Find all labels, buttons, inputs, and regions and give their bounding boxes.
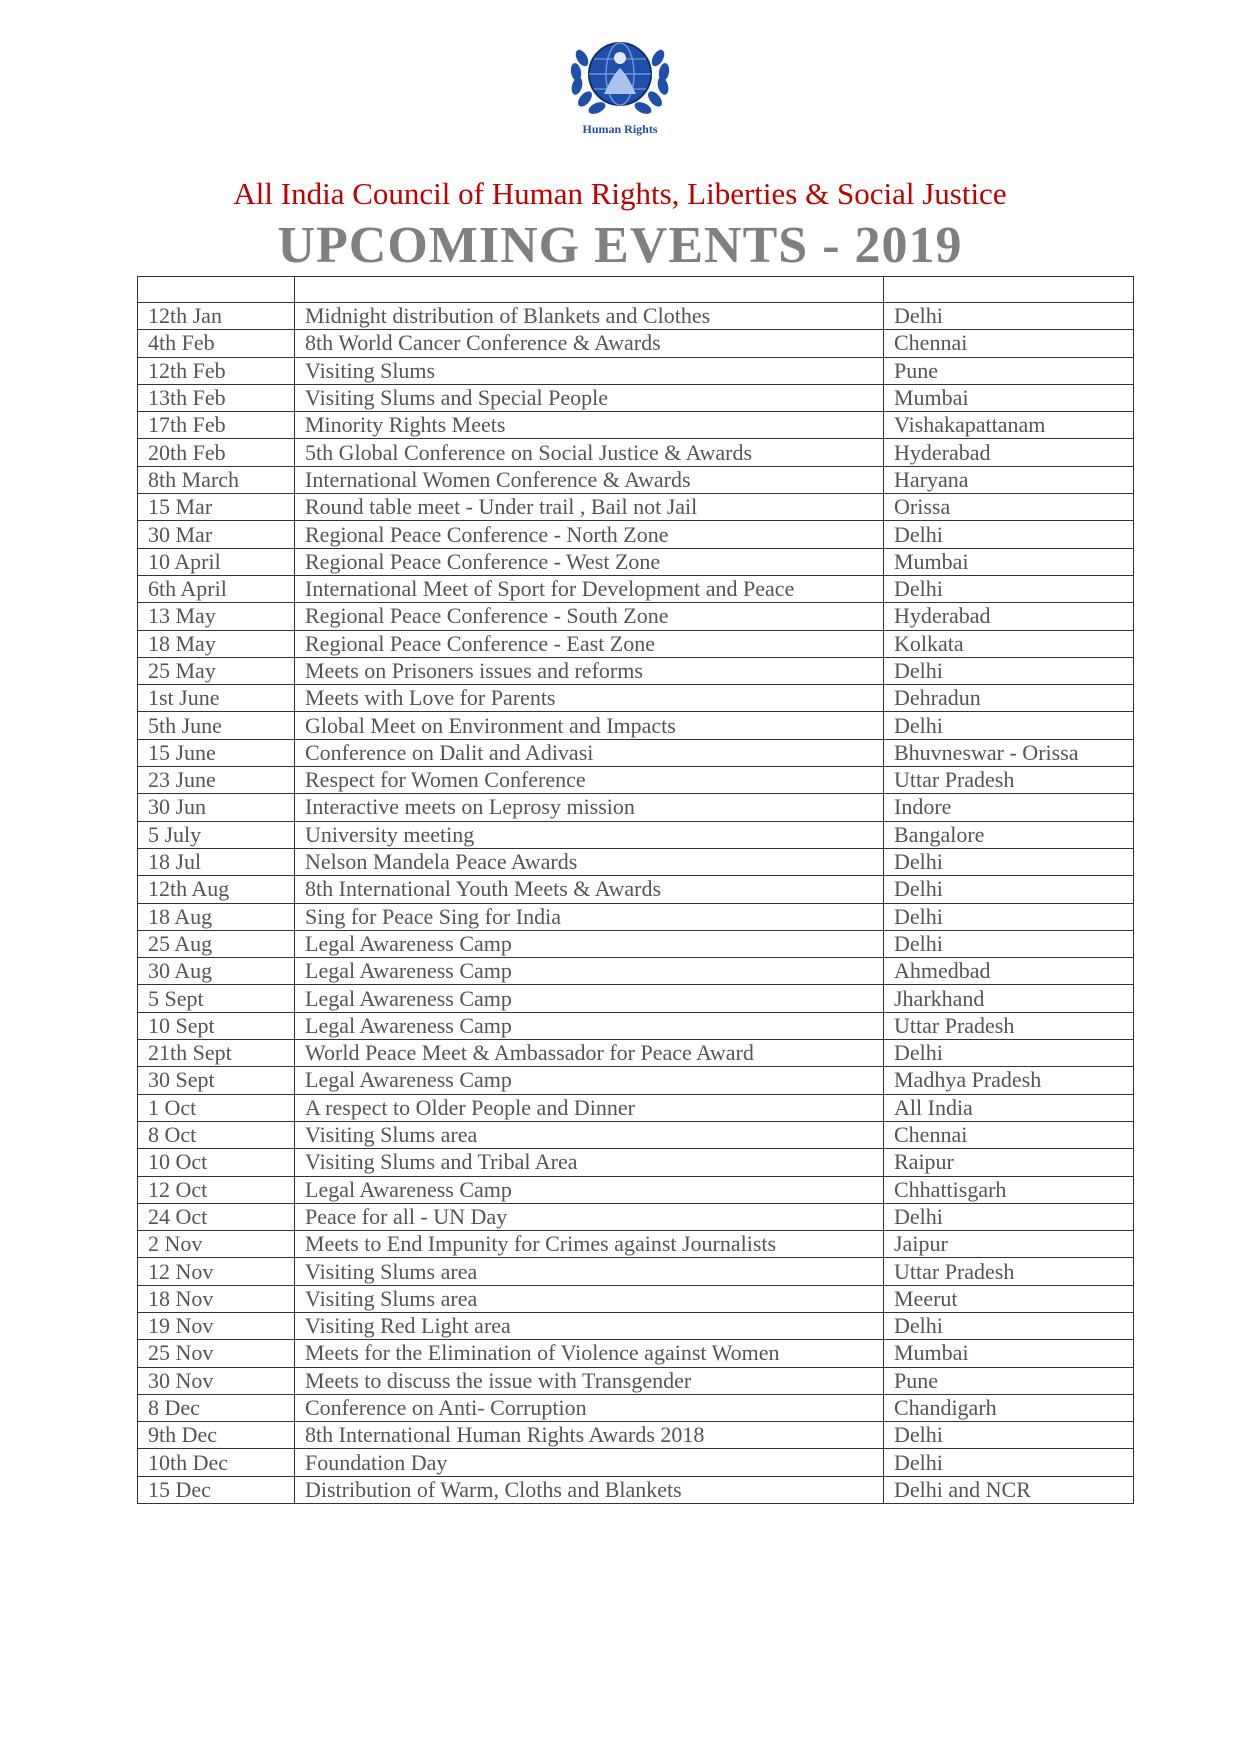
event-name: Visiting Slums area: [295, 1285, 884, 1312]
event-location: Uttar Pradesh: [884, 1012, 1134, 1039]
laurel-globe-icon: [560, 28, 680, 122]
event-name: Regional Peace Conference - South Zone: [295, 603, 884, 630]
event-date: 30 Mar: [138, 521, 295, 548]
event-date: 6th April: [138, 575, 295, 602]
table-row: [138, 1149, 1134, 1176]
event-location: Chennai: [884, 330, 1134, 357]
event-date: 8 Oct: [138, 1121, 295, 1148]
event-location: Delhi: [884, 575, 1134, 602]
event-location: Pune: [884, 1367, 1134, 1394]
event-location: Hyderabad: [884, 439, 1134, 466]
event-location: Hyderabad: [884, 603, 1134, 630]
event-location: All India: [884, 1094, 1134, 1121]
event-name: Nelson Mandela Peace Awards: [295, 848, 884, 875]
event-location: Delhi: [884, 930, 1134, 957]
event-name: Conference on Dalit and Adivasi: [295, 739, 884, 766]
event-location: Delhi: [884, 1312, 1134, 1339]
event-location: Ahmedbad: [884, 958, 1134, 985]
page-title: UPCOMING EVENTS - 2019: [277, 217, 963, 274]
event-name: Regional Peace Conference - West Zone: [295, 548, 884, 575]
event-name: International Meet of Sport for Development and Peace: [295, 575, 884, 602]
event-date: 19 Nov: [138, 1312, 295, 1339]
table-row: [138, 821, 1134, 848]
event-date: 8th March: [138, 466, 295, 493]
event-location: Delhi and NCR: [884, 1476, 1134, 1503]
event-name: Visiting Slums area: [295, 1121, 884, 1148]
table-row: [138, 1394, 1134, 1421]
table-row: [138, 412, 1134, 439]
event-date: 4th Feb: [138, 330, 295, 357]
event-name: Midnight distribution of Blankets and Clothes: [295, 303, 884, 330]
event-name: 8th International Human Rights Awards 2018: [295, 1422, 884, 1449]
event-name: Visiting Red Light area: [295, 1312, 884, 1339]
event-date: 13 May: [138, 603, 295, 630]
table-row: [138, 1340, 1134, 1367]
event-date: 15 Dec: [138, 1476, 295, 1503]
table-row: [138, 1094, 1134, 1121]
table-row: [138, 794, 1134, 821]
event-location: Mumbai: [884, 384, 1134, 411]
table-row: [138, 1067, 1134, 1094]
event-date: 18 May: [138, 630, 295, 657]
event-name: Meets for the Elimination of Violence against Women: [295, 1340, 884, 1367]
event-location: Indore: [884, 794, 1134, 821]
event-date: 9th Dec: [138, 1422, 295, 1449]
event-location: Pune: [884, 357, 1134, 384]
event-date: 30 Aug: [138, 958, 295, 985]
event-date: 21th Sept: [138, 1040, 295, 1067]
event-date: 15 June: [138, 739, 295, 766]
event-name: 8th International Youth Meets & Awards: [295, 876, 884, 903]
event-date: 25 May: [138, 657, 295, 684]
table-row: [138, 630, 1134, 657]
event-location: Orissa: [884, 494, 1134, 521]
event-location: Delhi: [884, 903, 1134, 930]
event-date: 5 July: [138, 821, 295, 848]
event-date: 25 Nov: [138, 1340, 295, 1367]
event-date: 24 Oct: [138, 1203, 295, 1230]
event-name: Foundation Day: [295, 1449, 884, 1476]
event-location: Jaipur: [884, 1231, 1134, 1258]
table-row: [138, 521, 1134, 548]
table-row: [138, 985, 1134, 1012]
logo-caption: Human Rights: [582, 122, 658, 136]
event-name: Global Meet on Environment and Impacts: [295, 712, 884, 739]
event-date: 18 Jul: [138, 848, 295, 875]
event-date: 20th Feb: [138, 439, 295, 466]
table-row: [138, 1312, 1134, 1339]
event-date: 18 Aug: [138, 903, 295, 930]
table-row: [138, 903, 1134, 930]
table-row: [138, 1258, 1134, 1285]
event-location: Delhi: [884, 521, 1134, 548]
event-location: Chandigarh: [884, 1394, 1134, 1421]
event-date: 12th Feb: [138, 357, 295, 384]
event-location: Chhattisgarh: [884, 1176, 1134, 1203]
table-row: [138, 739, 1134, 766]
event-name: Interactive meets on Leprosy mission: [295, 794, 884, 821]
table-row: [138, 494, 1134, 521]
event-name: Legal Awareness Camp: [295, 985, 884, 1012]
event-date: 8 Dec: [138, 1394, 295, 1421]
table-row: [138, 848, 1134, 875]
events-table: [137, 276, 1134, 1504]
event-name: Legal Awareness Camp: [295, 930, 884, 957]
table-row: [138, 657, 1134, 684]
event-name: Minority Rights Meets: [295, 412, 884, 439]
table-row: [138, 767, 1134, 794]
event-name: Legal Awareness Camp: [295, 1067, 884, 1094]
event-name: Visiting Slums area: [295, 1258, 884, 1285]
event-name: World Peace Meet & Ambassador for Peace Award: [295, 1040, 884, 1067]
event-location: Jharkhand: [884, 985, 1134, 1012]
event-date: 2 Nov: [138, 1231, 295, 1258]
event-location: Haryana: [884, 466, 1134, 493]
event-name: Legal Awareness Camp: [295, 1012, 884, 1039]
event-date: 10 Sept: [138, 1012, 295, 1039]
table-row: [138, 548, 1134, 575]
event-date: 5 Sept: [138, 985, 295, 1012]
event-date: 25 Aug: [138, 930, 295, 957]
event-name: Distribution of Warm, Cloths and Blankets: [295, 1476, 884, 1503]
event-name: 8th World Cancer Conference & Awards: [295, 330, 884, 357]
table-row: [138, 357, 1134, 384]
table-row: [138, 1367, 1134, 1394]
event-name: A respect to Older People and Dinner: [295, 1094, 884, 1121]
event-date: 10 April: [138, 548, 295, 575]
event-date: 12th Jan: [138, 303, 295, 330]
table-row: [138, 1422, 1134, 1449]
table-row: [138, 712, 1134, 739]
event-name: Visiting Slums: [295, 357, 884, 384]
event-date: 30 Nov: [138, 1367, 295, 1394]
event-date: 12 Nov: [138, 1258, 295, 1285]
event-location: Delhi: [884, 1203, 1134, 1230]
event-name: Peace for all - UN Day: [295, 1203, 884, 1230]
event-location: Bhuvneswar - Orissa: [884, 739, 1134, 766]
header-cell-event: [295, 277, 884, 303]
table-row: [138, 330, 1134, 357]
event-date: 30 Sept: [138, 1067, 295, 1094]
event-date: 17th Feb: [138, 412, 295, 439]
event-location: Delhi: [884, 657, 1134, 684]
event-location: Mumbai: [884, 548, 1134, 575]
table-row: [138, 439, 1134, 466]
event-date: 30 Jun: [138, 794, 295, 821]
event-name: University meeting: [295, 821, 884, 848]
table-row: [138, 1231, 1134, 1258]
table-row: [138, 876, 1134, 903]
event-location: Chennai: [884, 1121, 1134, 1148]
event-location: Meerut: [884, 1285, 1134, 1312]
event-name: Meets with Love for Parents: [295, 685, 884, 712]
table-row: [138, 958, 1134, 985]
table-row: [138, 1121, 1134, 1148]
event-name: Legal Awareness Camp: [295, 1176, 884, 1203]
table-row: [138, 1285, 1134, 1312]
event-location: Mumbai: [884, 1340, 1134, 1367]
event-location: Uttar Pradesh: [884, 767, 1134, 794]
header-cell-location: [884, 277, 1134, 303]
event-date: 1 Oct: [138, 1094, 295, 1121]
event-name: Visiting Slums and Special People: [295, 384, 884, 411]
event-name: 5th Global Conference on Social Justice & Awards: [295, 439, 884, 466]
event-date: 18 Nov: [138, 1285, 295, 1312]
event-location: Delhi: [884, 1422, 1134, 1449]
table-row: [138, 1203, 1134, 1230]
table-header-row: [138, 277, 1134, 303]
event-name: Legal Awareness Camp: [295, 958, 884, 985]
event-location: Delhi: [884, 712, 1134, 739]
event-name: Sing for Peace Sing for India: [295, 903, 884, 930]
event-name: Meets to End Impunity for Crimes against Journalists: [295, 1231, 884, 1258]
event-date: 5th June: [138, 712, 295, 739]
event-location: Delhi: [884, 876, 1134, 903]
event-name: Regional Peace Conference - North Zone: [295, 521, 884, 548]
event-date: 1st June: [138, 685, 295, 712]
table-row: [138, 384, 1134, 411]
event-date: 13th Feb: [138, 384, 295, 411]
event-location: Kolkata: [884, 630, 1134, 657]
table-row: [138, 1476, 1134, 1503]
event-location: Dehradun: [884, 685, 1134, 712]
table-row: [138, 575, 1134, 602]
event-name: Conference on Anti- Corruption: [295, 1394, 884, 1421]
table-row: [138, 1176, 1134, 1203]
header-cell-date: [138, 277, 295, 303]
event-date: 23 June: [138, 767, 295, 794]
event-name: Meets on Prisoners issues and reforms: [295, 657, 884, 684]
event-location: Bangalore: [884, 821, 1134, 848]
event-date: 12th Aug: [138, 876, 295, 903]
event-location: Uttar Pradesh: [884, 1258, 1134, 1285]
table-row: [138, 1040, 1134, 1067]
table-row: [138, 303, 1134, 330]
event-location: Delhi: [884, 848, 1134, 875]
table-row: [138, 685, 1134, 712]
organization-name: All India Council of Human Rights, Liberties & Social Justice: [233, 176, 1007, 211]
table-row: [138, 1012, 1134, 1039]
event-date: 15 Mar: [138, 494, 295, 521]
event-date: 12 Oct: [138, 1176, 295, 1203]
event-name: Regional Peace Conference - East Zone: [295, 630, 884, 657]
event-location: Delhi: [884, 1040, 1134, 1067]
human-rights-logo: [560, 28, 680, 144]
table-row: [138, 930, 1134, 957]
table-row: [138, 603, 1134, 630]
event-name: Round table meet - Under trail , Bail not Jail: [295, 494, 884, 521]
event-location: Vishakapattanam: [884, 412, 1134, 439]
event-date: 10 Oct: [138, 1149, 295, 1176]
event-name: Meets to discuss the issue with Transgender: [295, 1367, 884, 1394]
table-row: [138, 466, 1134, 493]
event-date: 10th Dec: [138, 1449, 295, 1476]
event-name: Respect for Women Conference: [295, 767, 884, 794]
table-row: [138, 1449, 1134, 1476]
event-location: Delhi: [884, 1449, 1134, 1476]
event-location: Madhya Pradesh: [884, 1067, 1134, 1094]
event-name: Visiting Slums and Tribal Area: [295, 1149, 884, 1176]
event-name: International Women Conference & Awards: [295, 466, 884, 493]
event-location: Delhi: [884, 303, 1134, 330]
event-location: Raipur: [884, 1149, 1134, 1176]
